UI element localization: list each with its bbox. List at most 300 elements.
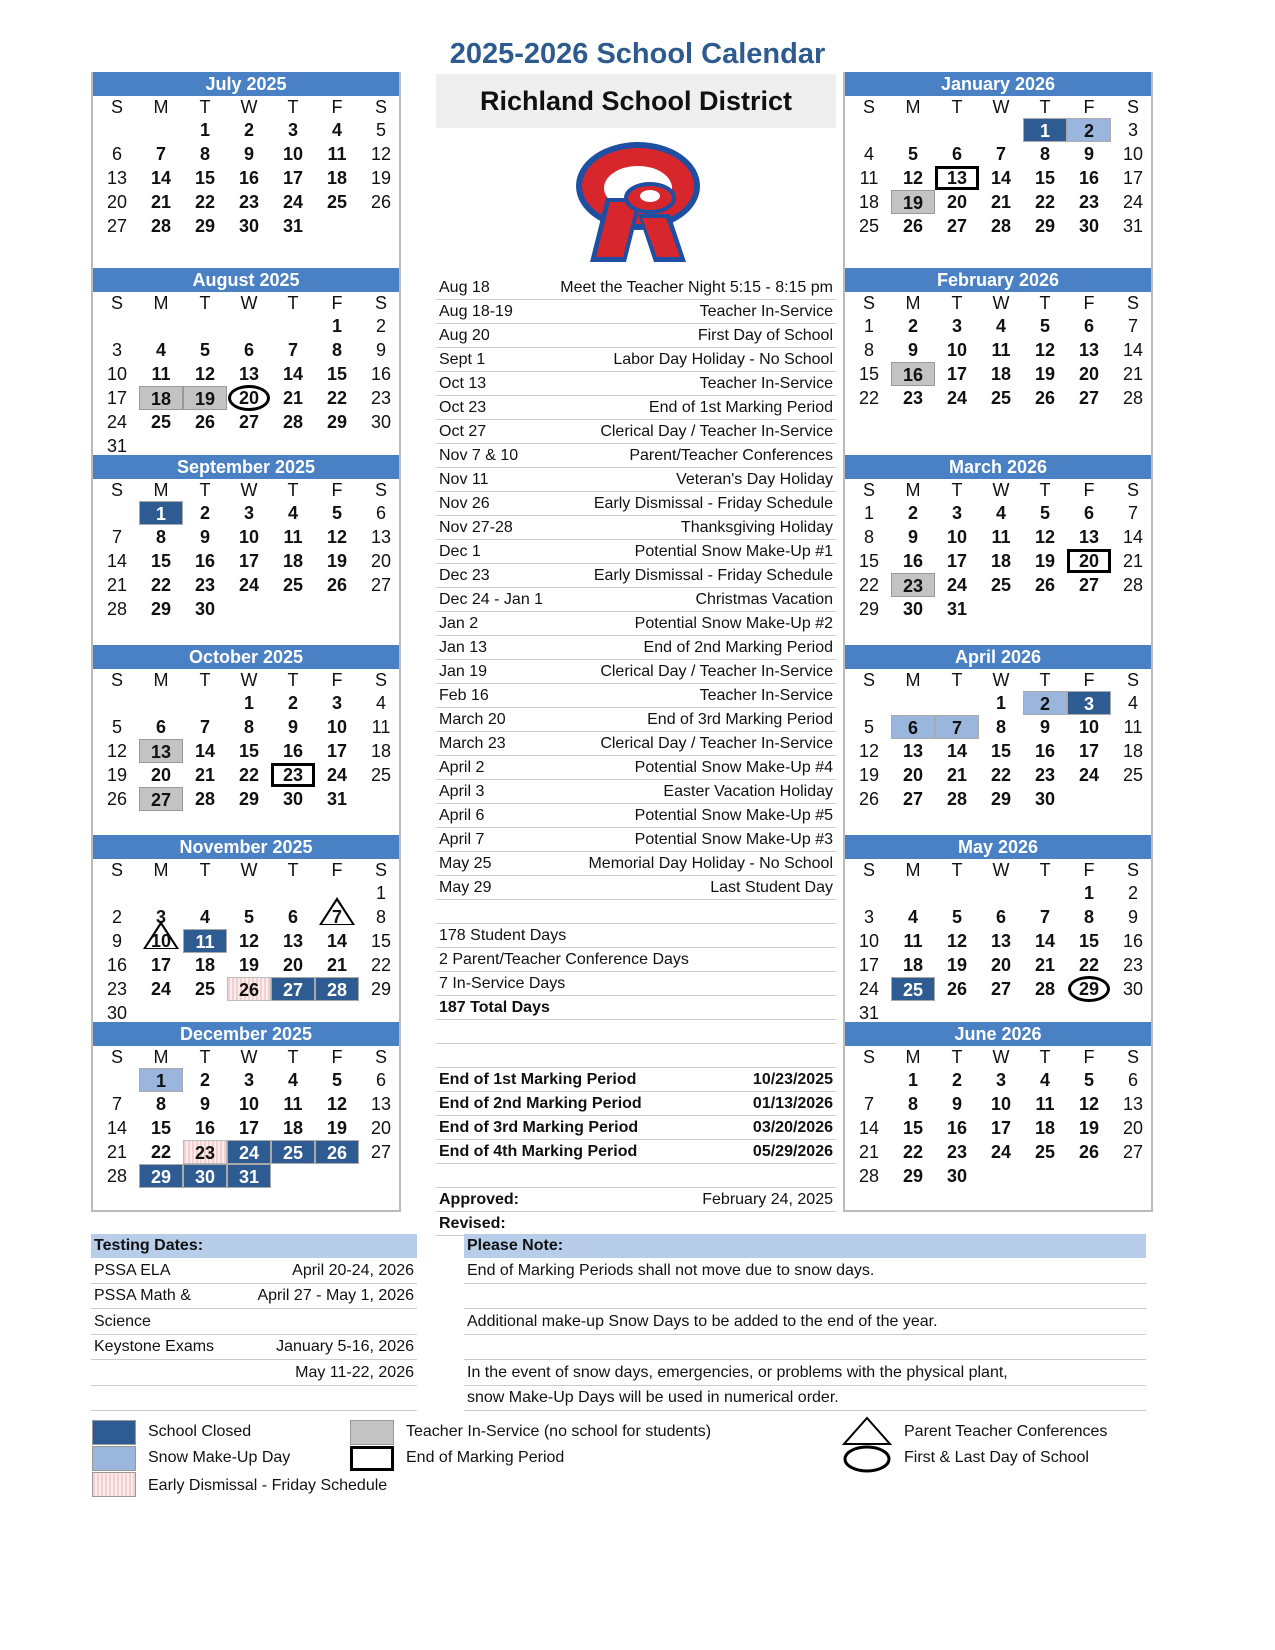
event-date: 7 In-Service Days (439, 975, 566, 992)
day-cell: 10 (326, 717, 348, 737)
day-cell: 2 (907, 316, 918, 336)
empty-day (271, 314, 315, 338)
weekday-label: S (374, 670, 387, 690)
weekday-label: F (1083, 670, 1095, 690)
weekday-label: M (153, 860, 169, 880)
day-cell: 27 (1078, 388, 1100, 408)
day-cell: 7 (1127, 316, 1138, 336)
testing-label: PSSA ELA (94, 1261, 171, 1279)
day-cell: 20 (150, 765, 172, 785)
day-cell: 16 (194, 551, 216, 571)
day-cell: 2 (243, 120, 254, 140)
day-cell: 17 (326, 741, 348, 761)
day-cell: 31 (858, 1003, 880, 1023)
event-date: Approved: (439, 1191, 519, 1208)
month-feb (843, 268, 1153, 455)
day-cell: 14 (1034, 931, 1056, 951)
day-cell: 6 (375, 1070, 386, 1090)
day-cell: 21 (326, 955, 348, 975)
day-cell: 29 (370, 979, 392, 999)
day-cell: 15 (990, 741, 1012, 761)
day-cell: 4 (995, 503, 1006, 523)
day-cell: 3 (995, 1070, 1006, 1090)
day-cell: 15 (194, 168, 216, 188)
day-cell: 2 (951, 1070, 962, 1090)
day-cell: 1 (1023, 118, 1067, 142)
day-cell: 11 (903, 931, 923, 951)
day-cell: 9 (199, 1094, 210, 1114)
empty-day (95, 314, 139, 338)
day-cell: 30 (902, 599, 924, 619)
day-cell: 26 (106, 789, 128, 809)
day-cell: 22 (194, 192, 216, 212)
event-row (436, 756, 836, 780)
day-cell: 6 (891, 715, 935, 739)
testing-heading: Testing Dates: (91, 1234, 417, 1258)
event-row (436, 1212, 836, 1236)
day-cell: 11 (1035, 1094, 1055, 1114)
event-row (436, 372, 836, 396)
event-description: Veteran's Day Holiday (676, 471, 833, 488)
day-cell: 21 (990, 192, 1012, 212)
day-cell: 28 (106, 1166, 128, 1186)
event-description: Easter Vacation Holiday (663, 783, 833, 800)
event-date: Jan 19 (439, 663, 488, 680)
day-cell: 23 (271, 763, 315, 787)
day-cell: 20 (946, 192, 968, 212)
day-cell: 21 (1122, 551, 1144, 571)
day-cell: 23 (902, 388, 924, 408)
empty-day (935, 691, 979, 715)
event-description: Potential Snow Make-Up #4 (634, 759, 833, 776)
event-row (436, 996, 836, 1020)
day-cell: 9 (1083, 144, 1094, 164)
day-cell: 7 (1039, 907, 1050, 927)
day-cell: 14 (106, 1118, 128, 1138)
day-cell: 4 (1039, 1070, 1050, 1090)
day-cell: 22 (238, 765, 260, 785)
event-description: Early Dismissal - Friday Schedule (593, 567, 833, 584)
day-cell: 15 (150, 1118, 172, 1138)
day-cell: 3 (951, 316, 962, 336)
weekday-label: T (1039, 480, 1051, 500)
day-cell: 8 (1083, 907, 1094, 927)
day-cell: 22 (326, 388, 348, 408)
day-cell: 28 (858, 1166, 880, 1186)
weekday-label: S (1126, 670, 1139, 690)
weekday-label: W (240, 480, 258, 500)
testing-date: April 20-24, 2026 (292, 1261, 414, 1279)
day-cell: 13 (902, 741, 924, 761)
day-cell: 10 (1078, 717, 1100, 737)
day-cell: 9 (199, 527, 210, 547)
day-cell: 17 (946, 364, 968, 384)
day-cell: 23 (238, 192, 260, 212)
day-cell: 26 (946, 979, 968, 999)
empty-day (183, 314, 227, 338)
day-cell: 25 (1122, 765, 1144, 785)
testing-row (91, 1360, 417, 1386)
day-cell: 16 (282, 741, 304, 761)
day-cell: 24 (946, 388, 968, 408)
event-description: End of 3rd Marking Period (647, 711, 833, 728)
weekday-label: M (153, 293, 169, 313)
day-cell: 16 (194, 1118, 216, 1138)
day-cell: 27 (946, 216, 968, 236)
day-cell: 19 (370, 168, 392, 188)
event-date: Dec 1 (439, 543, 481, 560)
empty-day (95, 881, 139, 905)
day-cell: 3 (243, 503, 254, 523)
day-cell: 22 (858, 388, 880, 408)
event-row (436, 1164, 836, 1188)
day-cell: 22 (990, 765, 1012, 785)
day-cell: 18 (990, 364, 1012, 384)
event-row (436, 1116, 836, 1140)
event-row (436, 828, 836, 852)
day-cell: 21 (106, 575, 128, 595)
day-cell: 7 (155, 144, 166, 164)
day-cell: 21 (282, 388, 304, 408)
event-date: April 6 (439, 807, 485, 824)
weekday-label: M (153, 480, 169, 500)
month-title: August 2025 (93, 268, 399, 292)
weekday-label: W (992, 860, 1010, 880)
day-cell: 6 (287, 907, 298, 927)
event-description: Potential Snow Make-Up #5 (634, 807, 833, 824)
month-oct (91, 645, 401, 835)
day-cell: 13 (1122, 1094, 1144, 1114)
day-cell: 2 (199, 503, 210, 523)
day-cell: 23 (370, 388, 392, 408)
weekday-label: T (951, 97, 963, 117)
day-cell: 12 (326, 527, 348, 547)
weekday-label: F (1083, 293, 1095, 313)
day-cell: 7 (995, 144, 1006, 164)
month-title: November 2025 (93, 835, 399, 859)
day-cell: 3 (155, 907, 166, 927)
day-cell: 9 (375, 340, 386, 360)
event-date: Nov 27-28 (439, 519, 513, 536)
day-cell: 14 (150, 168, 172, 188)
event-date: 187 Total Days (439, 999, 550, 1016)
day-cell: 10 (238, 527, 260, 547)
event-row (436, 852, 836, 876)
weekday-label: S (862, 293, 875, 313)
empty-day (847, 691, 891, 715)
day-cell: 11 (183, 929, 227, 953)
day-cell: 29 (1034, 216, 1056, 236)
weekday-label: S (110, 670, 123, 690)
weekday-label: T (1039, 293, 1051, 313)
event-date: Revised: (439, 1215, 506, 1232)
weekday-label: T (287, 1047, 299, 1067)
day-cell: 25 (194, 979, 216, 999)
event-row (436, 396, 836, 420)
day-cell: 17 (858, 955, 880, 975)
legend-swatch-closed (92, 1420, 136, 1445)
day-cell: 23 (106, 979, 128, 999)
day-cell: 5 (375, 120, 386, 140)
day-cell: 8 (199, 144, 210, 164)
day-cell: 26 (370, 192, 392, 212)
weekday-label: S (1126, 97, 1139, 117)
weekday-label: W (992, 1047, 1010, 1067)
testing-date: January 5-16, 2026 (276, 1338, 414, 1355)
day-cell: 18 (194, 955, 216, 975)
month-grid (847, 859, 1151, 1025)
day-cell: 16 (1078, 168, 1100, 188)
weekday-label: W (240, 97, 258, 117)
day-cell: 30 (183, 1164, 227, 1188)
month-dec (91, 1022, 401, 1212)
day-cell: 7 (111, 527, 122, 547)
event-row (436, 924, 836, 948)
day-cell: 16 (238, 168, 260, 188)
day-cell: 16 (370, 364, 392, 384)
empty-day (847, 881, 891, 905)
weekday-label: T (951, 860, 963, 880)
day-cell: 2 (907, 503, 918, 523)
day-cell: 25 (858, 216, 880, 236)
day-cell: 27 (139, 787, 183, 811)
event-row (436, 876, 836, 900)
testing-dates (91, 1234, 417, 1411)
event-row (436, 948, 836, 972)
legend-label-marking: End of Marking Period (406, 1449, 565, 1466)
day-cell: 11 (283, 527, 303, 547)
event-description: Teacher In-Service (699, 687, 833, 704)
event-row (436, 1188, 836, 1212)
empty-day (183, 881, 227, 905)
event-row (436, 588, 836, 612)
events-list (436, 276, 836, 1236)
day-cell: 29 (150, 599, 172, 619)
day-cell: 9 (907, 340, 918, 360)
weekday-label: T (199, 670, 211, 690)
day-cell: 25 (370, 765, 392, 785)
month-title: March 2026 (845, 455, 1151, 479)
day-cell: 10 (858, 931, 880, 951)
event-description: Labor Day Holiday - No School (613, 351, 833, 368)
day-cell: 21 (1122, 364, 1144, 384)
weekday-label: M (153, 670, 169, 690)
weekday-label: T (1039, 97, 1051, 117)
day-cell: 31 (1122, 216, 1144, 236)
empty-day (271, 881, 315, 905)
empty-day (183, 691, 227, 715)
day-cell: 12 (238, 931, 260, 951)
note-row (464, 1309, 1146, 1335)
day-cell: 24 (1122, 192, 1144, 212)
event-date: Dec 24 - Jan 1 (439, 591, 544, 608)
day-cell: 18 (139, 386, 183, 410)
event-description: Potential Snow Make-Up #3 (634, 831, 833, 848)
day-cell: 15 (150, 551, 172, 571)
weekday-label: S (862, 97, 875, 117)
day-cell: 30 (1122, 979, 1144, 999)
day-cell: 14 (946, 741, 968, 761)
day-cell: 3 (1127, 120, 1138, 140)
empty-day (139, 118, 183, 142)
note-heading: Please Note: (464, 1234, 1146, 1258)
event-description: Memorial Day Holiday - No School (588, 855, 833, 872)
day-cell: 17 (1122, 168, 1144, 188)
day-cell: 3 (243, 1070, 254, 1090)
event-date: 2 Parent/Teacher Conference Days (439, 951, 689, 968)
day-cell: 17 (106, 388, 128, 408)
day-cell: 5 (951, 907, 962, 927)
month-jan (843, 72, 1153, 268)
legend-label-inservice: Teacher In-Service (no school for students) (406, 1423, 712, 1440)
day-cell: 1 (243, 693, 254, 713)
weekday-label: T (951, 293, 963, 313)
note-row (464, 1335, 1146, 1361)
day-cell: 18 (1122, 741, 1144, 761)
month-grid (95, 669, 399, 811)
note-text: In the event of snow days, emergencies, or problems with the physical plant, (467, 1363, 1008, 1381)
day-cell: 12 (946, 931, 968, 951)
day-cell: 27 (990, 979, 1012, 999)
day-cell: 18 (370, 741, 392, 761)
day-cell: 20 (1067, 549, 1111, 573)
day-cell: 8 (155, 527, 166, 547)
day-cell: 3 (111, 340, 122, 360)
day-cell: 25 (990, 388, 1012, 408)
testing-label: Keystone Exams (94, 1338, 215, 1355)
month-apr (843, 645, 1153, 835)
legend-label-early: Early Dismissal - Friday Schedule (148, 1477, 388, 1494)
day-cell: 19 (326, 551, 348, 571)
weekday-label: F (331, 1047, 343, 1067)
day-cell: 25 (1034, 1142, 1056, 1162)
day-cell: 30 (106, 1003, 128, 1023)
day-cell: 19 (946, 955, 968, 975)
day-cell: 23 (1078, 192, 1100, 212)
testing-row (91, 1335, 417, 1361)
logo-bowl-hole (640, 190, 660, 202)
day-cell: 26 (1034, 575, 1056, 595)
event-row (436, 900, 836, 924)
day-cell: 26 (1078, 1142, 1100, 1162)
please-note (464, 1234, 1146, 1411)
day-cell: 31 (946, 599, 968, 619)
legend-label-firstlast: First & Last Day of School (904, 1449, 1089, 1466)
month-grid (847, 292, 1151, 410)
day-cell: 11 (1123, 717, 1143, 737)
empty-day (979, 118, 1023, 142)
day-cell: 4 (907, 907, 918, 927)
day-cell: 10 (139, 929, 183, 953)
day-cell: 14 (858, 1118, 880, 1138)
day-cell: 30 (1034, 789, 1056, 809)
event-date: Nov 26 (439, 495, 490, 512)
day-cell: 13 (238, 364, 260, 384)
day-cell: 15 (902, 1118, 924, 1138)
day-cell: 9 (287, 717, 298, 737)
empty-day (1023, 881, 1067, 905)
day-cell: 6 (155, 717, 166, 737)
event-description: Clerical Day / Teacher In-Service (600, 663, 833, 680)
event-date: Jan 13 (439, 639, 488, 656)
event-description: Potential Snow Make-Up #1 (634, 543, 833, 560)
empty-day (227, 314, 271, 338)
testing-date: April 27 - May 1, 2026 (257, 1287, 414, 1304)
day-cell: 20 (370, 1118, 392, 1138)
day-cell: 10 (1122, 144, 1144, 164)
day-cell: 17 (238, 551, 260, 571)
month-grid (95, 1046, 399, 1188)
event-row (436, 540, 836, 564)
month-may (843, 835, 1153, 1022)
day-cell: 26 (1034, 388, 1056, 408)
day-cell: 24 (150, 979, 172, 999)
weekday-label: T (951, 1047, 963, 1067)
day-cell: 3 (287, 120, 298, 140)
weekday-label: S (862, 480, 875, 500)
event-description: 10/23/2025 (752, 1071, 833, 1088)
day-cell: 22 (150, 1142, 172, 1162)
weekday-label: W (992, 293, 1010, 313)
day-cell: 24 (990, 1142, 1012, 1162)
weekday-label: F (331, 97, 343, 117)
day-cell: 21 (106, 1142, 128, 1162)
day-cell: 11 (371, 717, 391, 737)
day-cell: 24 (106, 412, 128, 432)
event-row (436, 276, 836, 300)
day-cell: 14 (282, 364, 304, 384)
month-grid (95, 292, 399, 458)
day-cell: 12 (902, 168, 924, 188)
weekday-label: F (1083, 97, 1095, 117)
month-jun (843, 1022, 1153, 1212)
weekday-label: F (331, 293, 343, 313)
event-row (436, 804, 836, 828)
day-cell: 2 (1067, 118, 1111, 142)
month-grid (95, 859, 399, 1025)
day-cell: 27 (370, 1142, 392, 1162)
day-cell: 11 (151, 364, 171, 384)
day-cell: 31 (227, 1164, 271, 1188)
weekday-label: S (1126, 293, 1139, 313)
day-cell: 31 (326, 789, 348, 809)
day-cell: 14 (1122, 527, 1144, 547)
day-cell: 9 (1039, 717, 1050, 737)
day-cell: 13 (935, 166, 979, 190)
weekday-label: M (153, 1047, 169, 1067)
event-date: Nov 11 (439, 471, 489, 488)
day-cell: 7 (1127, 503, 1138, 523)
day-cell: 27 (238, 412, 260, 432)
event-row (436, 732, 836, 756)
weekday-label: W (992, 670, 1010, 690)
event-description: Meet the Teacher Night 5:15 - 8:15 pm (560, 279, 833, 296)
event-row (436, 516, 836, 540)
event-row (436, 444, 836, 468)
weekday-label: S (374, 1047, 387, 1067)
day-cell: 27 (902, 789, 924, 809)
weekday-label: F (1083, 860, 1095, 880)
event-date: April 3 (439, 783, 485, 800)
day-cell: 18 (990, 551, 1012, 571)
day-cell: 30 (1078, 216, 1100, 236)
day-cell: 6 (1083, 503, 1094, 523)
note-text: snow Make-Up Days will be used in numerical order. (467, 1389, 839, 1406)
day-cell: 27 (370, 575, 392, 595)
weekday-label: S (1126, 480, 1139, 500)
event-date: Nov 7 & 10 (439, 447, 519, 464)
weekday-label: T (287, 860, 299, 880)
